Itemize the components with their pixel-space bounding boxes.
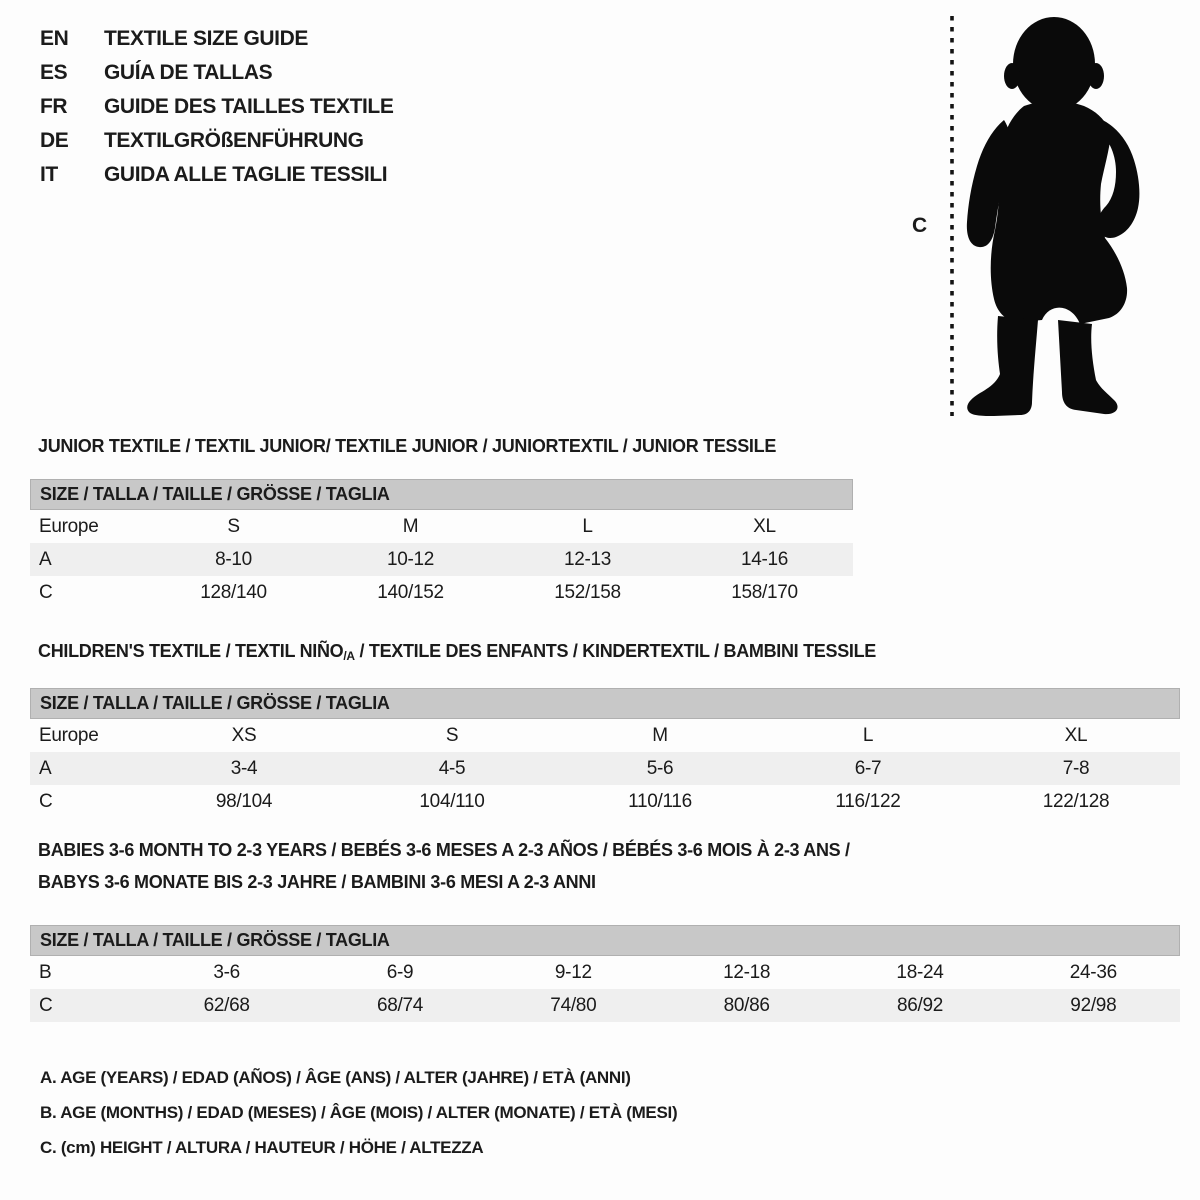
age-cell: 3-4 [230,757,258,779]
height-cell: 62/68 [203,994,250,1016]
row-label: A [39,548,52,570]
table-row-height [30,785,1180,818]
age-cell: 10-12 [386,548,435,570]
height-cell: 98/104 [215,790,273,812]
size-header-bar: SIZE / TALLA / TAILLE / GRÖSSE / TAGLIA [30,479,853,510]
months-cell: 24-36 [1069,961,1117,983]
language-code: EN [40,27,69,50]
size-header-bar: SIZE / TALLA / TAILLE / GRÖSSE / TAGLIA [30,688,1180,719]
language-row [40,56,393,90]
babies-size-table [30,925,1180,1022]
height-cell: 158/170 [731,581,798,603]
table-row-height [30,989,1180,1022]
junior-section-title: JUNIOR TEXTILE / TEXTIL JUNIOR/ TEXTILE JUNIOR / JUNIORTEXTIL / JUNIOR TESSILE [38,436,777,456]
size-cell: XL [753,515,776,537]
footnote-legend [40,1068,677,1173]
height-cell: 92/98 [1070,994,1117,1016]
babies-section-title [38,840,850,904]
language-guide-title: GUIDA ALLE TAGLIE TESSILI [104,163,388,186]
junior-size-table [30,479,853,609]
language-row [40,22,393,56]
height-cell: 80/86 [723,994,770,1016]
row-label: Europe [39,515,99,537]
table-row-age [30,752,1180,785]
months-cell: 3-6 [213,961,240,983]
table-row-europe [30,510,853,543]
table-row-months [30,956,1180,989]
babies-title-line2: BABYS 3-6 MONATE BIS 2-3 JAHRE / BAMBINI 3-6 MESI A 2-3 ANNI [38,872,596,892]
children-section-title [38,641,876,662]
size-cell: XS [231,724,257,746]
footnote-age-years: A. AGE (YEARS) / EDAD (AÑOS) / ÂGE (ANS) / ALTER (JAHRE) / ETÀ (ANNI) [40,1068,631,1087]
age-cell: 12-13 [563,548,612,570]
height-measure-figure [890,0,1190,432]
age-cell: 6-7 [854,757,882,779]
language-guide-title: TEXTILE SIZE GUIDE [104,27,308,50]
table-row-europe [30,719,1180,752]
months-cell: 9-12 [554,961,592,983]
row-label: C [39,581,53,603]
row-label: C [39,790,53,812]
height-label: C [912,214,928,237]
language-code: ES [40,61,68,84]
height-cell: 122/128 [1042,790,1110,812]
height-cell: 140/152 [377,581,444,603]
children-title-sub: /A [343,649,355,663]
months-cell: 12-18 [723,961,771,983]
language-code: DE [40,129,69,152]
footnote-age-months: B. AGE (MONTHS) / EDAD (MESES) / ÂGE (MOIS) / ALTER (MONATE) / ETÀ (MESI) [40,1103,678,1122]
age-cell: 7-8 [1062,757,1090,779]
language-code: IT [40,163,58,186]
size-cell: M [652,724,668,746]
height-cell: 110/116 [628,790,692,812]
children-title-pre: CHILDREN'S TEXTILE / TEXTIL NIÑO [38,641,344,661]
language-guide-title: TEXTILGRÖßENFÜHRUNG [104,129,364,152]
age-cell: 4-5 [438,757,466,779]
language-row [40,124,393,158]
row-label: C [39,994,53,1016]
age-cell: 5-6 [646,757,674,779]
language-guide-title: GUIDE DES TAILLES TEXTILE [104,95,394,118]
size-cell: XL [1064,724,1088,746]
size-cell: S [227,515,240,537]
size-cell: M [402,515,419,537]
size-header-bar: SIZE / TALLA / TAILLE / GRÖSSE / TAGLIA [30,925,1180,956]
footnote-height-cm: C. (cm) HEIGHT / ALTURA / HAUTEUR / HÖHE / ALTEZZA [40,1138,484,1157]
size-cell: L [582,515,593,537]
size-cell: L [862,724,874,746]
language-row [40,90,393,124]
table-row-height [30,576,853,609]
language-guide-title: GUÍA DE TALLAS [104,61,273,84]
babies-title-line1: BABIES 3-6 MONTH TO 2-3 YEARS / BEBÉS 3-6 MESES A 2-3 AÑOS / BÉBÉS 3-6 MOIS À 2-3 ANS / [38,840,850,860]
height-cell: 86/92 [896,994,943,1016]
height-cell: 68/74 [376,994,424,1016]
age-cell: 14-16 [740,548,789,570]
months-cell: 6-9 [386,961,414,983]
height-cell: 116/122 [835,790,901,812]
language-row [40,158,393,192]
height-cell: 128/140 [200,581,267,603]
height-cell: 74/80 [550,994,597,1016]
age-cell: 8-10 [215,548,252,570]
height-cell: 152/158 [554,581,621,603]
children-size-table [30,688,1180,818]
language-code: FR [40,95,68,118]
language-title-list [40,22,393,192]
row-label: A [39,757,52,779]
size-cell: S [445,724,459,746]
row-label: B [39,961,52,983]
height-cell: 104/110 [419,790,485,812]
children-title-post: / TEXTILE DES ENFANTS / KINDERTEXTIL / BAMBINI TESSILE [354,641,876,661]
table-row-age [30,543,853,576]
row-label: Europe [39,724,99,746]
months-cell: 18-24 [896,961,944,983]
toddler-silhouette-icon [967,17,1140,416]
